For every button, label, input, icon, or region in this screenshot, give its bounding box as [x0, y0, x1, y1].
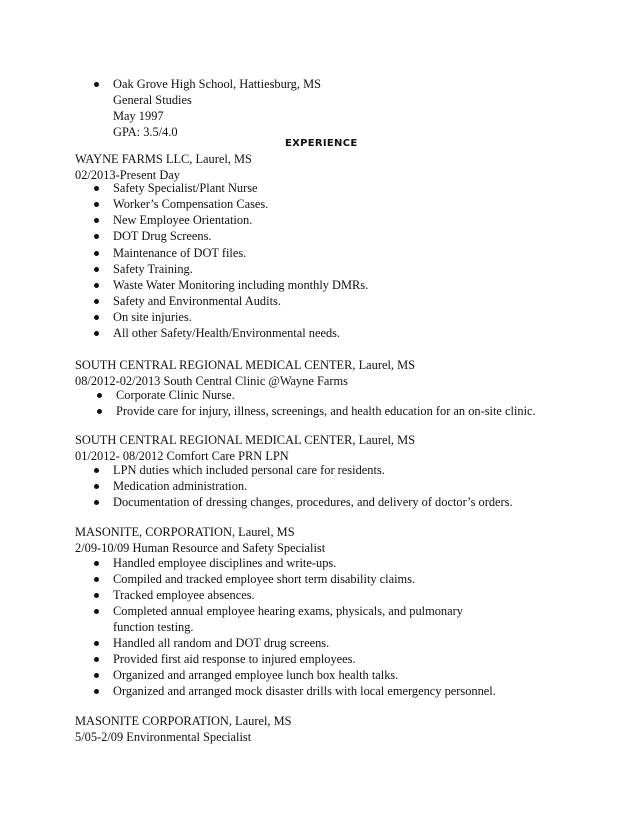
education-school: Oak Grove High School, Hattiesburg, MS — [113, 77, 321, 91]
job-employer: MASONITE CORPORATION, Laurel, MS — [75, 714, 292, 728]
job-period: 5/05-2/09 Environmental Specialist — [75, 730, 252, 744]
education-gpa: GPA: 3.5/4.0 — [113, 125, 178, 139]
bullet — [94, 82, 99, 87]
job-duty: Worker’s Compensation Cases. — [113, 197, 269, 211]
bullet — [94, 500, 99, 505]
bullet — [94, 641, 99, 646]
education-program: General Studies — [113, 93, 192, 107]
bullet — [94, 331, 99, 336]
job-duty: Organized and arranged mock disaster drills with local emergency personnel. — [113, 684, 496, 698]
job-duty: All other Safety/Health/Environmental needs. — [113, 326, 341, 340]
job-duty: Safety Specialist/Plant Nurse — [113, 181, 258, 195]
job-employer: WAYNE FARMS LLC, Laurel, MS — [75, 152, 252, 166]
job-duty: Maintenance of DOT files. — [113, 246, 247, 260]
job-duty: DOT Drug Screens. — [113, 229, 212, 243]
job-duty: New Employee Orientation. — [113, 213, 253, 227]
job-duty: Corporate Clinic Nurse. — [116, 388, 235, 402]
bullet — [94, 218, 99, 223]
job-duty: Medication administration. — [113, 479, 248, 493]
bullet — [94, 202, 99, 207]
job-duty: Compiled and tracked employee short term disability claims. — [113, 572, 416, 586]
education-date: May 1997 — [113, 109, 164, 123]
job-employer: SOUTH CENTRAL REGIONAL MEDICAL CENTER, Laurel, MS — [75, 358, 416, 372]
bullet — [94, 577, 99, 582]
bullet — [94, 234, 99, 239]
job-duty: Completed annual employee hearing exams, physicals, and pulmonary — [113, 604, 463, 618]
job-period: 2/09-10/09 Human Resource and Safety Specialist — [75, 541, 326, 555]
bullet — [94, 593, 99, 598]
job-employer: MASONITE, CORPORATION, Laurel, MS — [75, 525, 295, 539]
bullet — [94, 186, 99, 191]
bullet — [94, 283, 99, 288]
job-duty: LPN duties which included personal care for residents. — [113, 463, 385, 477]
bullet — [94, 484, 99, 489]
job-duty: Safety and Environmental Audits. — [113, 294, 281, 308]
bullet — [94, 315, 99, 320]
job-period: 01/2012- 08/2012 Comfort Care PRN LPN — [75, 449, 289, 463]
bullet — [94, 657, 99, 662]
bullet — [94, 689, 99, 694]
job-period: 08/2012-02/2013 South Central Clinic @Wayne Farms — [75, 374, 348, 388]
job-duty: Tracked employee absences. — [113, 588, 255, 602]
bullet — [94, 251, 99, 256]
bullet — [97, 393, 102, 398]
bullet — [94, 468, 99, 473]
section-heading-experience: EXPERIENCE — [285, 138, 358, 149]
job-duty: Handled all random and DOT drug screens. — [113, 636, 330, 650]
job-duty: Provided first aid response to injured employees. — [113, 652, 356, 666]
job-duty: Safety Training. — [113, 262, 193, 276]
job-employer: SOUTH CENTRAL REGIONAL MEDICAL CENTER, Laurel, MS — [75, 433, 416, 447]
bullet — [94, 299, 99, 304]
bullet — [94, 267, 99, 272]
job-period: 02/2013-Present Day — [75, 168, 180, 182]
bullet — [94, 673, 99, 678]
bullet — [94, 561, 99, 566]
job-duty: Waste Water Monitoring including monthly DMRs. — [113, 278, 369, 292]
bullet — [97, 409, 102, 414]
job-duty: On site injuries. — [113, 310, 192, 324]
job-duty: Organized and arranged employee lunch box health talks. — [113, 668, 399, 682]
bullet — [94, 609, 99, 614]
job-duty: Handled employee disciplines and write-ups. — [113, 556, 337, 570]
job-duty: Provide care for injury, illness, screenings, and health education for an on-site clinic. — [116, 404, 536, 418]
job-duty-continuation: function testing. — [113, 620, 194, 634]
job-duty: Documentation of dressing changes, procedures, and delivery of doctor’s orders. — [113, 495, 513, 509]
